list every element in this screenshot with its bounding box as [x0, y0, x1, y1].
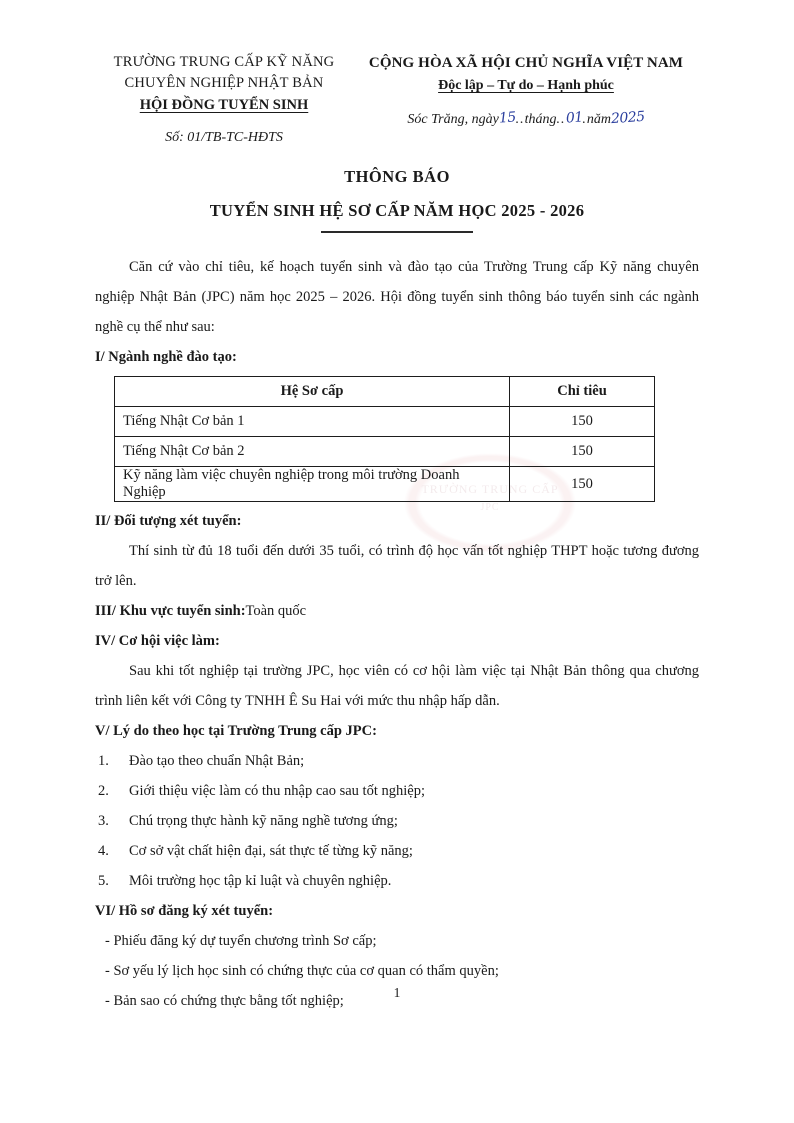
table-cell-quota: 150	[510, 467, 655, 502]
document-type-title: THÔNG BÁO	[344, 167, 450, 186]
section-5-heading: V/ Lý do theo học tại Trường Trung cấp JPC:	[95, 723, 377, 739]
section-3-label: III/ Khu vực tuyển sinh:	[95, 603, 246, 619]
table-cell-program: Kỹ năng làm việc chuyên nghiệp trong môi trường Doanh Nghiệp	[115, 467, 510, 502]
section-2-body: Thí sinh từ đủ 18 tuổi đến dưới 35 tuổi, có trình độ học vấn tốt nghiệp THPT hoặc tương đương trở lên.	[95, 543, 699, 589]
list-item-index: 2.	[98, 783, 109, 799]
list-item	[95, 776, 699, 806]
document-number: Số: 01/TB-TC-HĐTS	[165, 130, 283, 145]
table-cell-program: Tiếng Nhật Cơ bản 1	[115, 407, 510, 437]
date-month-handwritten: 01	[564, 109, 583, 127]
list-item-index: 1.	[98, 753, 109, 769]
table-cell-program: Tiếng Nhật Cơ bản 2	[115, 437, 510, 467]
list-item: - Bản sao có chứng thực bằng tốt nghiệp;	[105, 993, 344, 1009]
list-item: - Phiếu đăng ký dự tuyển chương trình Sơ cấp;	[105, 933, 377, 949]
organization-line-2: CHUYÊN NGHIỆP NHẬT BẢN	[124, 75, 324, 91]
section-1-heading: I/ Ngành nghề đào tạo:	[95, 349, 237, 365]
issuing-organization-block	[95, 52, 353, 146]
list-item-index: 5.	[98, 873, 109, 889]
title-divider	[321, 231, 473, 233]
date-dots-1: ..	[515, 112, 525, 127]
section-4-body: Sau khi tốt nghiệp tại trường JPC, học viên có cơ hội làm việc tại Nhật Bản thông qua chương trình liên kết với Công ty TNHH Ê Su Hai với mức thu nhập hấp dẫn.	[95, 663, 699, 709]
list-item	[95, 806, 699, 836]
organization-line-1: TRƯỜNG TRUNG CẤP KỸ NĂNG	[113, 54, 335, 70]
date-place: Sóc Trăng, ngày	[407, 112, 499, 127]
table-row	[115, 467, 655, 502]
list-item	[95, 746, 699, 776]
section-3-heading	[95, 596, 699, 626]
table-cell-quota: 150	[510, 437, 655, 467]
list-item	[95, 836, 699, 866]
table-column-program: Hệ Sơ cấp	[115, 377, 510, 407]
list-item-text: Giới thiệu việc làm có thu nhập cao sau tốt nghiệp;	[129, 783, 425, 799]
stamp-watermark-line1: TRƯỜNG TRUNG CẤP	[421, 482, 559, 496]
table-cell-quota: 150	[510, 407, 655, 437]
list-item-text: Chú trọng thực hành kỹ năng nghề tương ứng;	[129, 813, 398, 829]
national-heading-block	[353, 52, 699, 146]
date-year-handwritten: 2025	[610, 108, 646, 128]
date-year-label: năm	[586, 112, 611, 127]
document-header	[95, 52, 699, 146]
list-item-index: 3.	[98, 813, 109, 829]
table-header-row	[115, 377, 655, 407]
document-body	[95, 252, 699, 1016]
list-item-text: Môi trường học tập kỉ luật và chuyên nghiệp.	[129, 873, 392, 889]
page-content-area	[95, 0, 699, 1123]
required-documents-list	[95, 926, 699, 1016]
list-item-text: Đào tạo theo chuẩn Nhật Bản;	[129, 753, 305, 769]
admissions-council-label: HỘI ĐỒNG TUYỂN SINH	[139, 97, 309, 113]
table-row	[115, 407, 655, 437]
quota-table-wrapper	[114, 376, 699, 502]
list-item-index: 4.	[98, 843, 109, 859]
document-title-block	[95, 164, 699, 233]
national-motto: Độc lập – Tự do – Hạnh phúc	[438, 78, 614, 93]
date-month-label: tháng	[524, 112, 557, 127]
document-subject-title: TUYỂN SINH HỆ SƠ CẤP NĂM HỌC 2025 - 2026	[209, 201, 585, 220]
intro-paragraph: Căn cứ vào chỉ tiêu, kế hoạch tuyển sinh và đào tạo của Trường Trung cấp Kỹ năng chuyên nghiệp Nhật Bản (JPC) năm học 2025 – 2026. Hội đồng tuyển sinh thông báo tuyển sinh các ngành nghề cụ thể như sau:	[95, 259, 699, 335]
list-item: - Sơ yếu lý lịch học sinh có chứng thực của cơ quan có thẩm quyền;	[105, 963, 499, 979]
list-item-text: Cơ sở vật chất hiện đại, sát thực tế từng kỹ năng;	[129, 843, 413, 859]
page-number: 1	[393, 985, 401, 1000]
stamp-watermark-line2: JPC	[480, 502, 500, 513]
section-2-heading: II/ Đối tượng xét tuyển:	[95, 513, 242, 529]
section-4-heading: IV/ Cơ hội việc làm:	[95, 633, 220, 649]
table-column-quota: Chỉ tiêu	[510, 377, 655, 407]
section-3-value: Toàn quốc	[245, 603, 307, 619]
list-item	[95, 866, 699, 896]
date-day-handwritten: 15	[498, 109, 517, 127]
table-row	[115, 437, 655, 467]
date-dots-3: .	[582, 112, 587, 127]
national-title: CỘNG HÒA XÃ HỘI CHỦ NGHĨA VIỆT NAM	[368, 55, 684, 71]
reasons-list	[95, 746, 699, 896]
quota-table	[114, 376, 655, 502]
place-and-date-line	[407, 108, 646, 128]
date-dots-2: ..	[556, 112, 566, 127]
section-6-heading: VI/ Hồ sơ đăng ký xét tuyển:	[95, 903, 274, 919]
